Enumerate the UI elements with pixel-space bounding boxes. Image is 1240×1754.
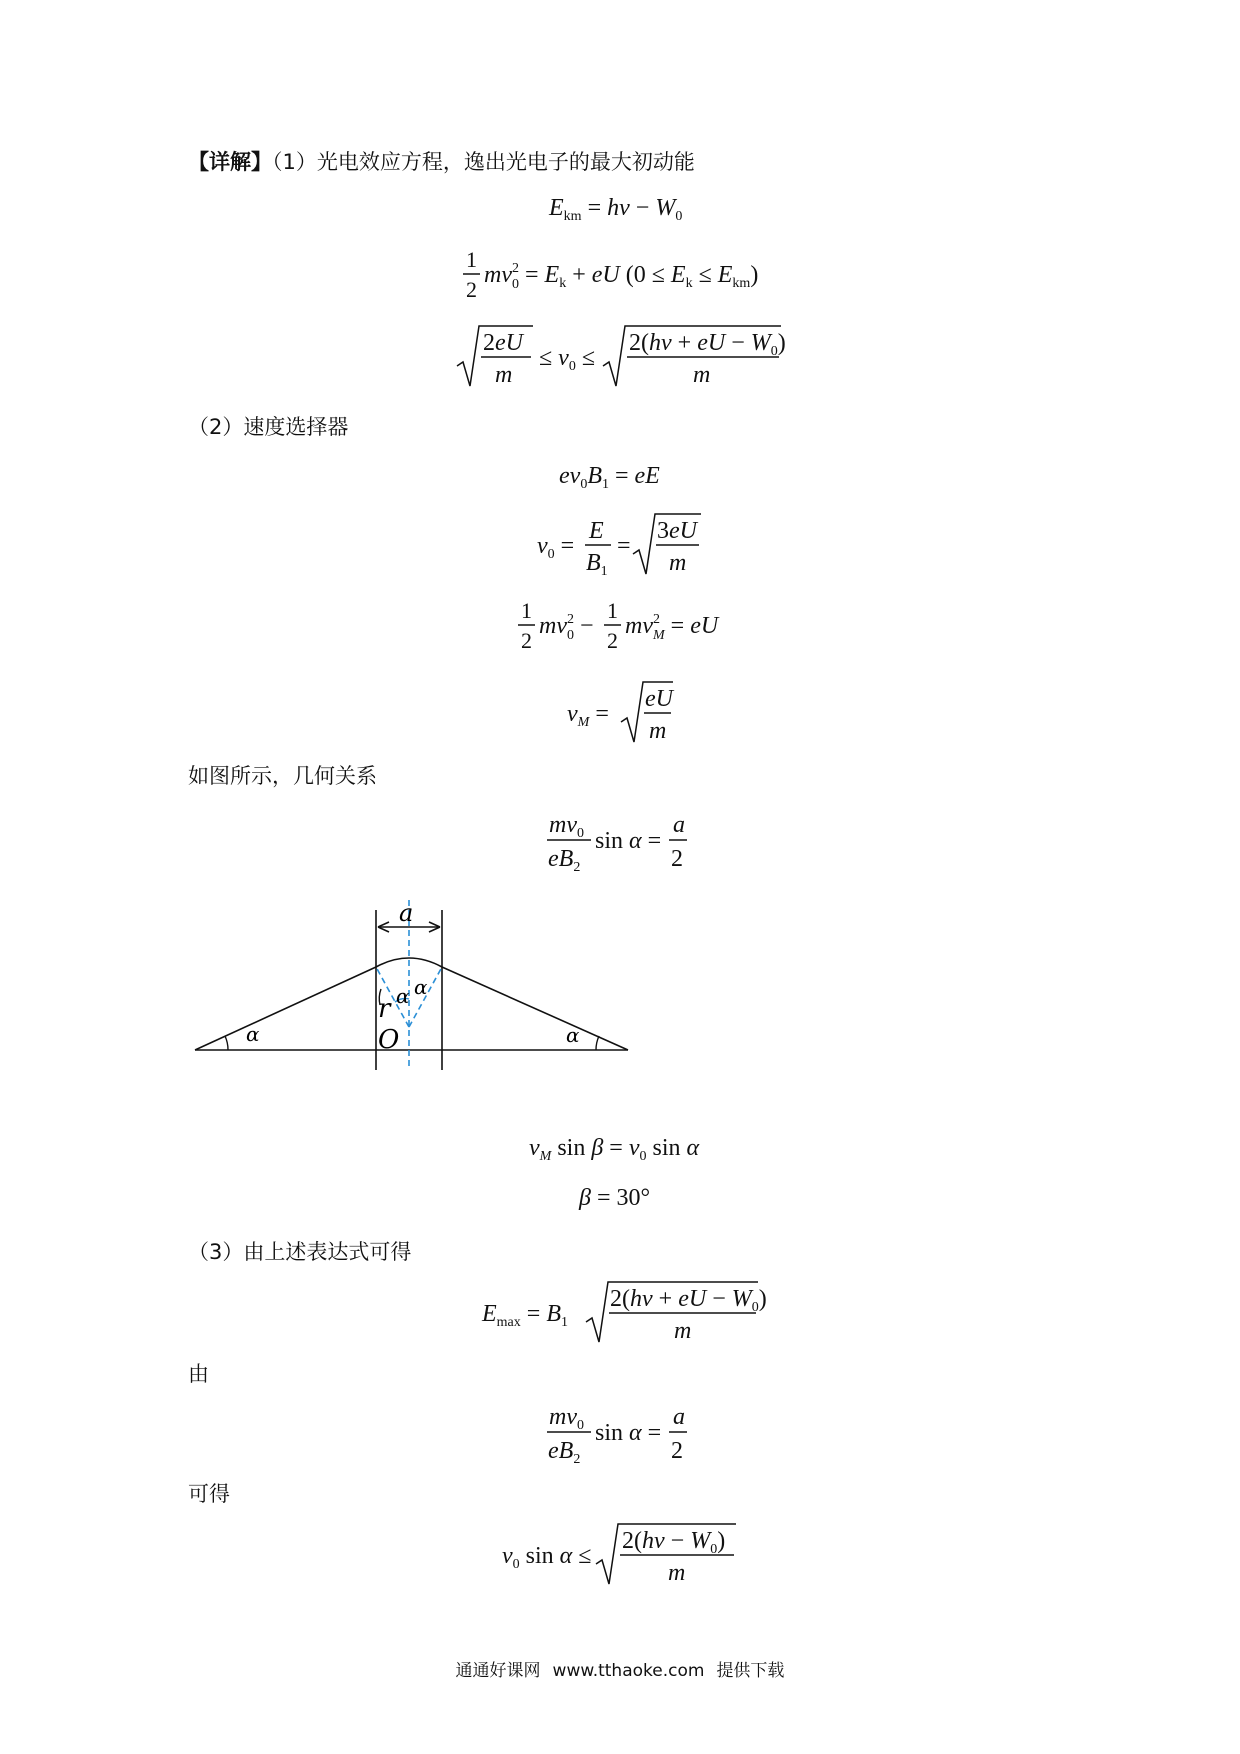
equation-final-inequality (0, 1518, 1240, 1590)
svg-text:Emax = B1: $E_{max} = B_1$ (482, 1301, 568, 1330)
label-a: a (399, 899, 414, 927)
part2-paragraph (188, 413, 348, 441)
svg-text:eU: eU (645, 686, 673, 712)
svg-text:≤ v0 ≤: ≤ $v_0$ ≤ (539, 345, 595, 374)
svg-text:eB2: $eB_2$ (548, 846, 581, 875)
svg-text:2: 2 (521, 628, 532, 653)
svg-text:2: 2 (671, 846, 683, 872)
svg-text:1: 1 (466, 247, 477, 272)
svg-text:2: 2 (466, 277, 477, 302)
geometry-diagram (0, 885, 1240, 1075)
svg-text:m: m (495, 362, 513, 388)
svg-text:2(hν − W0): $2(h\nu - W_0)$ (622, 1528, 726, 1557)
label-alpha-left: α (246, 1022, 260, 1046)
angle-arcs (225, 989, 599, 1050)
svg-text:=: = (617, 533, 631, 559)
word-you-paragraph (188, 1360, 209, 1388)
equation-vm-value (0, 676, 1240, 748)
svg-text:sin α =: sin α = (595, 1420, 662, 1446)
svg-text:m: m (668, 1560, 686, 1586)
svg-text:B1: $B_1$ (586, 550, 608, 579)
svg-text:m: m (674, 1318, 692, 1344)
detail-heading: 【详解】 (188, 150, 272, 174)
equation-geometry-relation (0, 806, 1240, 875)
svg-text:1: 1 (607, 598, 618, 623)
svg-text:β = 30°: β = 30° (579, 1185, 651, 1211)
svg-text:Ekm = hν − W0: $E_{km} = h\nu - W_0$ (549, 195, 683, 224)
svg-text:m: m (693, 362, 711, 388)
equation-energy-deceleration (0, 596, 1240, 656)
word-kede-paragraph (188, 1480, 230, 1508)
label-r: r (378, 994, 391, 1024)
equation-max-kinetic-energy (0, 190, 1240, 226)
footer-url[interactable]: www.tthaoke.com (552, 1661, 705, 1681)
svg-text:sin α =: sin α = (595, 828, 662, 854)
svg-text:mv20 = Ek + eU (0 ≤ Ek ≤ Ekm): $mv^2$ $0 = E_k$ + eU $(0 \le E_k \le E_{km})$ (484, 261, 759, 292)
svg-text:mv2M = eU: $mv^2$ M = eU (625, 612, 719, 643)
equation-velocity-components (0, 1130, 1240, 1166)
part3-intro: （3）由上述表达式可得 (188, 1240, 412, 1264)
equation-geometry-relation-repeat (0, 1398, 1240, 1467)
word-kede: 可得 (188, 1482, 230, 1506)
footer-site-name: 通通好课网 (455, 1661, 541, 1681)
svg-text:mv20 −: $mv^2$ 0 − (539, 612, 594, 643)
geometry-paragraph (188, 762, 377, 790)
page-footer (0, 1656, 1240, 1681)
svg-text:3eU: 3eU (657, 518, 697, 544)
svg-text:a: a (673, 1404, 685, 1430)
label-alpha-right: α (566, 1023, 580, 1047)
svg-text:ev0B1 = eE: $ev_0B_1$ = eE (559, 463, 660, 492)
svg-text:vM =: $v_M$ = (567, 701, 609, 730)
equation-energy-relation (0, 245, 1240, 305)
svg-text:mv0: $mv_0$ (549, 812, 584, 841)
diagram-outline (195, 910, 628, 1070)
label-alpha-center-left: α (396, 984, 410, 1008)
svg-text:v0 =: $v_0$ = (537, 533, 575, 562)
svg-text:E: E (589, 518, 604, 544)
svg-text:vM sin β = v0 sin α: $v_M$ $\sin \beta = v_0$ sin α (529, 1135, 700, 1164)
svg-text:v0 sin α ≤: $v_0$ sin α ≤ (502, 1543, 592, 1572)
equation-velocity-selector (0, 458, 1240, 494)
equation-v0-value (0, 508, 1240, 580)
svg-text:2(hν + eU − W0): 2(hν + eU − $W_0$) (629, 330, 786, 359)
svg-text:1: 1 (521, 598, 532, 623)
part2-intro: （2）速度选择器 (188, 415, 349, 439)
label-alpha-center-right: α (414, 975, 428, 999)
part1-paragraph (188, 148, 695, 176)
svg-text:2eU: 2eU (483, 330, 523, 356)
geometry-intro: 如图所示，几何关系 (188, 764, 377, 788)
svg-text:mv0: $mv_0$ (549, 1404, 584, 1433)
equation-beta-value (0, 1180, 1240, 1216)
svg-text:m: m (649, 718, 667, 744)
footer-note: 提供下载 (716, 1661, 785, 1681)
equation-e-max (0, 1276, 1240, 1348)
part1-intro: （1）光电效应方程，逸出光电子的最大初动能 (272, 150, 695, 174)
word-you: 由 (188, 1362, 209, 1386)
svg-text:m: m (669, 550, 687, 576)
svg-text:eB2: $eB_2$ (548, 1438, 581, 1467)
equation-velocity-range (0, 320, 1240, 392)
svg-text:a: a (673, 812, 685, 838)
svg-text:2: 2 (671, 1438, 683, 1464)
svg-text:2: 2 (607, 628, 618, 653)
part3-paragraph (188, 1238, 411, 1266)
label-O: O (378, 1025, 400, 1055)
svg-text:2(hν + eU − W0): 2(hν + eU − $W_0$) (610, 1286, 767, 1315)
